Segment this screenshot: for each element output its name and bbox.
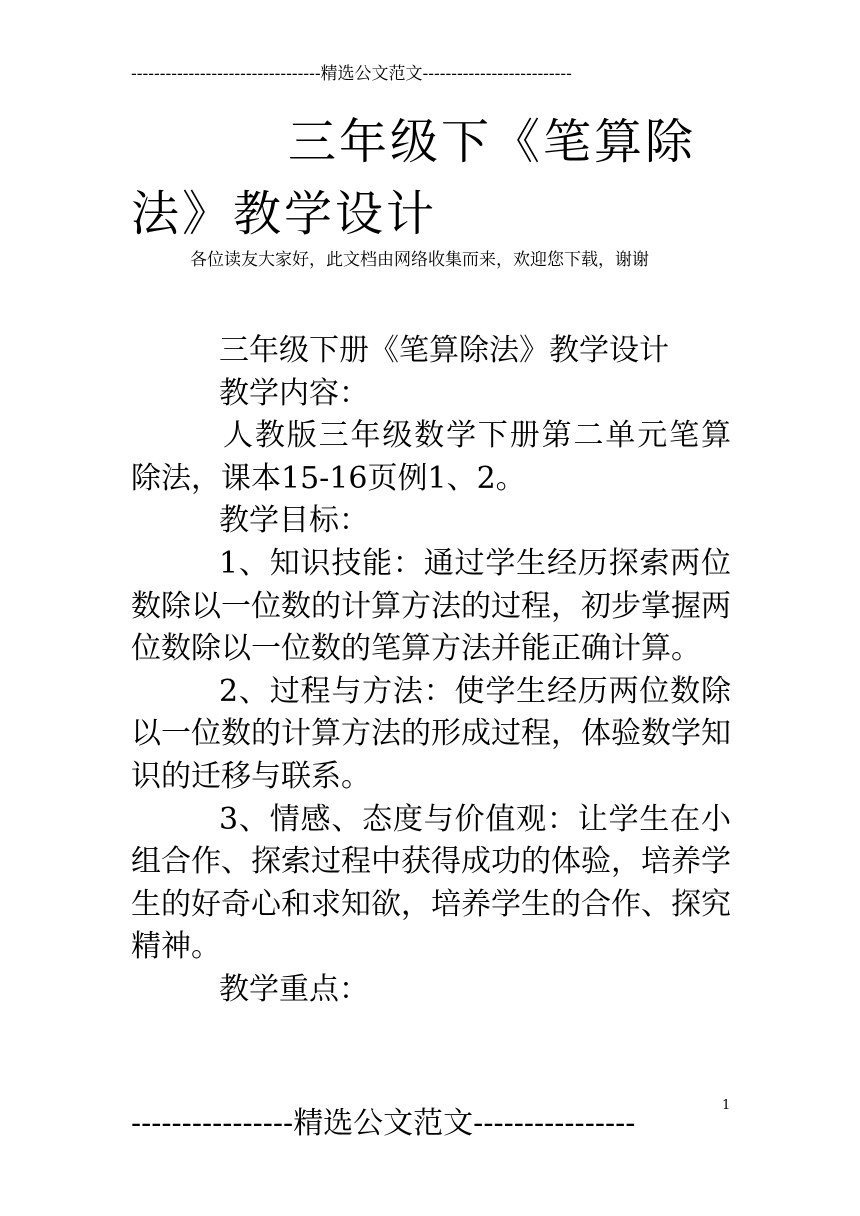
page-footer: ----------------精选公文范文----------------	[131, 1106, 636, 1141]
body-paragraph: 教学内容：	[219, 375, 369, 411]
document-body	[131, 330, 731, 1012]
body-paragraph: 人教版三年级数学下册第二单元笔算除法，课本15-16页例1、2。	[131, 418, 731, 496]
body-paragraph: 2、过程与方法：使学生经历两位数除以一位数的计算方法的形成过程，体验数学知识的迁移与联系。	[131, 673, 731, 794]
body-paragraph: 3、情感、态度与价值观：让学生在小组合作、探索过程中获得成功的体验，培养学生的好奇心和求知欲，培养学生的合作、探究精神。	[131, 801, 731, 965]
download-note: 各位读友大家好，此文档由网络收集而来，欢迎您下载，谢谢	[190, 250, 649, 270]
page-header: ---------------------------------精选公文范文--------------------------	[131, 64, 572, 84]
page-number: 1	[722, 1098, 731, 1113]
document-title: 三年级下《笔算除法》教学设计	[131, 114, 697, 242]
body-paragraph: 1、知识技能：通过学生经历探索两位数除以一位数的计算方法的过程，初步掌握两位数除以一位数的笔算方法并能正确计算。	[131, 545, 731, 667]
body-paragraph: 教学目标：	[219, 503, 369, 539]
body-paragraph: 教学重点：	[219, 971, 369, 1007]
body-paragraph: 三年级下册《笔算除法》教学设计	[219, 333, 669, 368]
